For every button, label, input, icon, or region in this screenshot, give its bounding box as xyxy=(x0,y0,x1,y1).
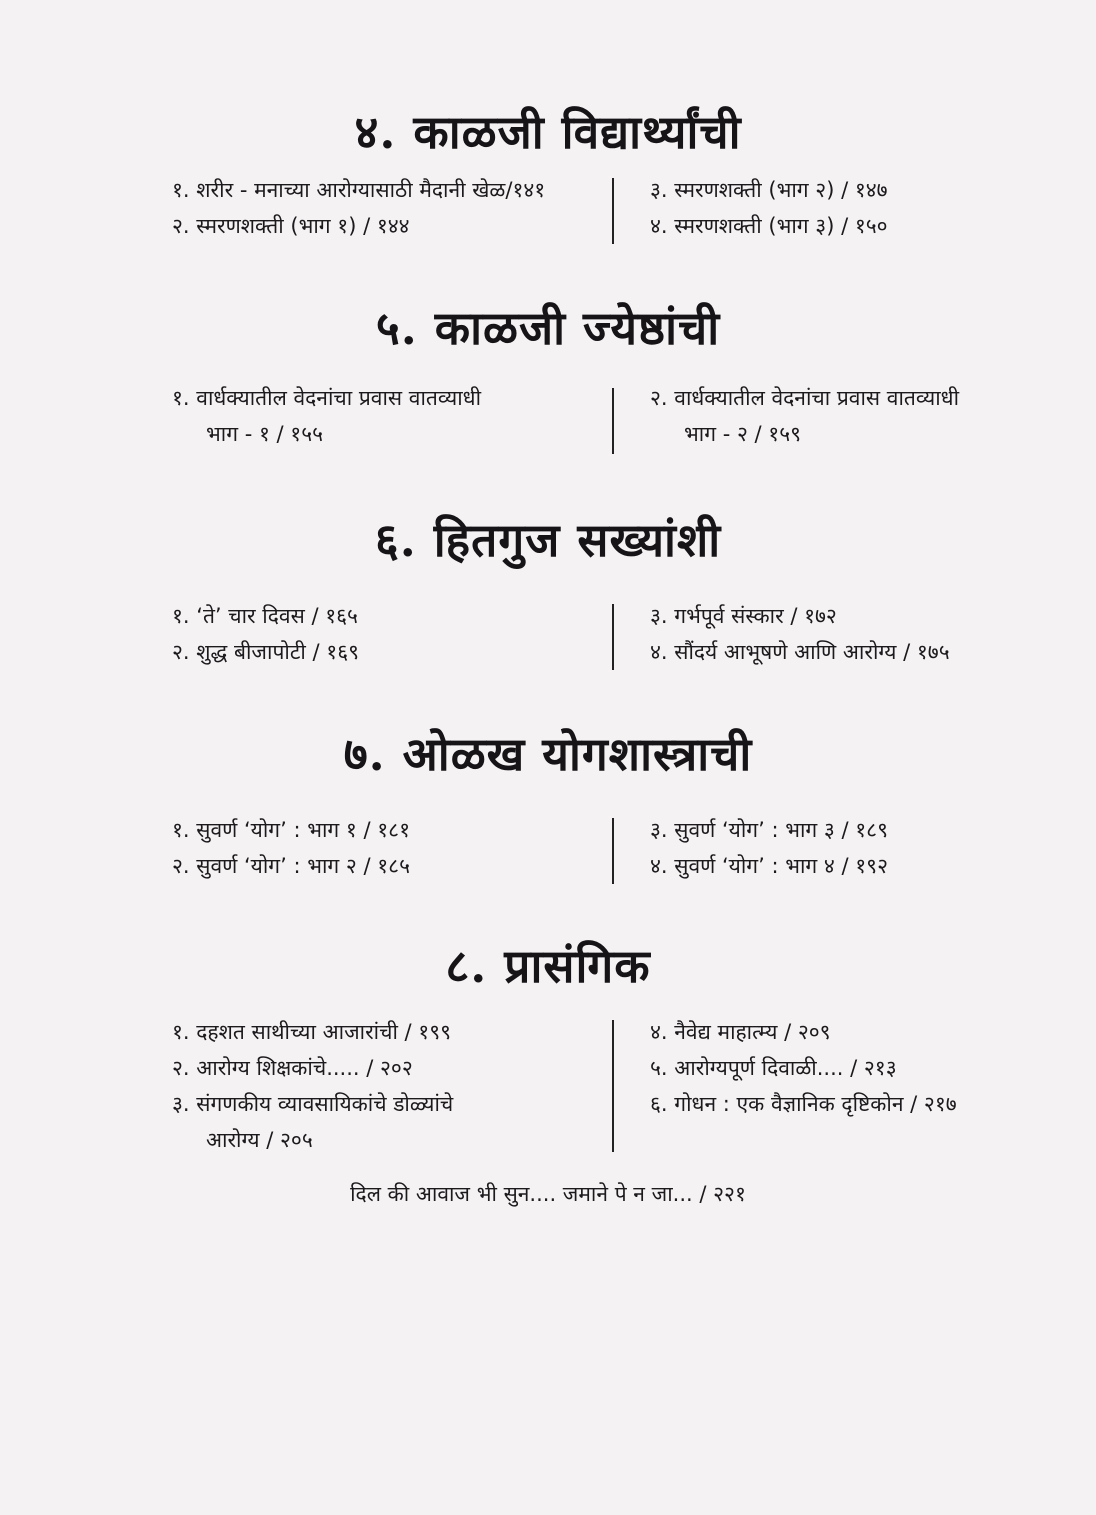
section-heading: ८. प्रासंगिक xyxy=(445,939,651,993)
toc-entry: २. शुद्ध बीजापोटी / १६९ xyxy=(172,640,360,664)
toc-entry: ६. गोधन : एक वैज्ञानिक दृष्टिकोन / २१७ xyxy=(650,1092,957,1116)
closing-entry: दिल की आवाज भी सुन.... जमाने पे न जा... / २२१ xyxy=(350,1182,746,1206)
section-left-column xyxy=(172,172,545,244)
toc-entry: ४. स्मरणशक्ती (भाग ३) / १५० xyxy=(650,214,888,238)
column-divider xyxy=(612,1020,614,1152)
toc-entry: ५. आरोग्यपूर्ण दिवाळी.... / २१३ xyxy=(650,1056,897,1080)
section-left-column xyxy=(172,1014,453,1158)
toc-entry: २. सुवर्ण ‘योग’ : भाग २ / १८५ xyxy=(172,854,411,878)
toc-entry: भाग - १ / १५५ xyxy=(206,422,324,446)
toc-entry: ४. नैवेद्य माहात्म्य / २०९ xyxy=(650,1020,831,1044)
toc-entry: १. दहशत साथीच्या आजारांची / १९९ xyxy=(172,1020,452,1044)
toc-entry: २. आरोग्य शिक्षकांचे..... / २०२ xyxy=(172,1056,413,1080)
toc-entry: ३. सुवर्ण ‘योग’ : भाग ३ / १८९ xyxy=(650,818,889,842)
section-heading: ६. हितगुज सख्यांशी xyxy=(374,513,722,567)
section-heading: ७. ओळख योगशास्त्राची xyxy=(343,727,753,781)
section-heading: ४. काळजी विद्यार्थ्यांची xyxy=(354,105,742,159)
column-divider xyxy=(612,388,614,454)
column-divider xyxy=(612,604,614,670)
toc-entry: ३. स्मरणशक्ती (भाग २) / १४७ xyxy=(650,178,888,202)
section-right-column xyxy=(650,172,888,244)
toc-entry: ४. सुवर्ण ‘योग’ : भाग ४ / १९२ xyxy=(650,854,889,878)
toc-entry: ४. सौंदर्य आभूषणे आणि आरोग्य / १७५ xyxy=(650,640,950,664)
section-right-column xyxy=(650,598,950,670)
toc-entry: ३. गर्भपूर्व संस्कार / १७२ xyxy=(650,604,837,628)
section-right-column xyxy=(650,812,888,884)
toc-entry: १. ‘ते’ चार दिवस / १६५ xyxy=(172,604,358,628)
column-divider xyxy=(612,178,614,244)
toc-entry: आरोग्य / २०५ xyxy=(206,1128,313,1152)
column-divider xyxy=(612,818,614,884)
section-left-column xyxy=(172,380,481,452)
toc-entry: १. सुवर्ण ‘योग’ : भाग १ / १८१ xyxy=(172,818,411,842)
toc-entry: २. स्मरणशक्ती (भाग १) / १४४ xyxy=(172,214,410,238)
toc-entry: २. वार्धक्यातील वेदनांचा प्रवास वातव्याधी xyxy=(650,386,960,410)
section-right-column xyxy=(650,380,959,452)
toc-entry: १. वार्धक्यातील वेदनांचा प्रवास वातव्याधी xyxy=(172,386,482,410)
section-right-column xyxy=(650,1014,957,1122)
section-left-column xyxy=(172,812,410,884)
toc-entry: १. शरीर - मनाच्या आरोग्यासाठी मैदानी खेळ/१४१ xyxy=(172,178,546,202)
section-left-column xyxy=(172,598,359,670)
section-heading: ५. काळजी ज्येष्ठांची xyxy=(375,301,721,355)
toc-entry: ३. संगणकीय व्यावसायिकांचे डोळ्यांचे xyxy=(172,1092,454,1116)
toc-entry: भाग - २ / १५९ xyxy=(684,422,802,446)
